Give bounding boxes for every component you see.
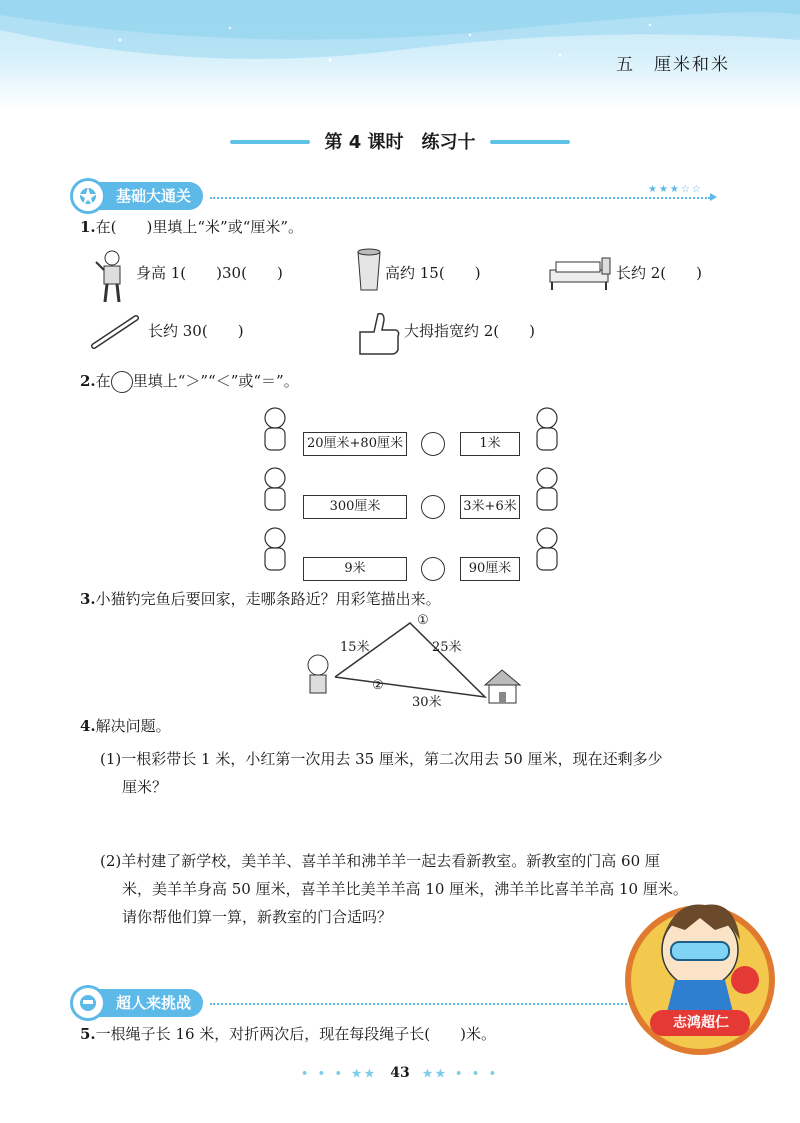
dots-left-decoration: • • • ★★ <box>301 1067 378 1080</box>
compare-right-1: 1米 <box>460 432 520 456</box>
question-2-prompt <box>80 371 299 393</box>
route-1-marker: ① <box>417 613 429 628</box>
compare-right-3: 90厘米 <box>460 557 520 581</box>
question-1-prompt <box>80 218 303 238</box>
question-4-part-2 <box>100 847 688 931</box>
question-text: 解决问题。 <box>95 717 171 735</box>
question-4-prompt <box>80 717 171 737</box>
bed-icon <box>548 254 614 292</box>
flute-icon <box>90 312 140 352</box>
chapter-label: 五 厘米和米 <box>616 55 730 75</box>
dots-right-decoration: ★★ • • • <box>422 1067 499 1080</box>
text-line: 厘米？ <box>122 778 168 796</box>
compare-left-1: 20厘米+80厘米 <box>303 432 407 456</box>
robot-icon <box>70 985 106 1021</box>
text-line: (1)一根彩带长 1 米，小红第一次用去 35 厘米，第二次用去 50 厘米，现在还剩多少 <box>100 750 663 768</box>
question-number: 1. <box>80 218 96 236</box>
question-text-b: 里填上“＞”“＜”或“＝”。 <box>132 372 299 390</box>
house-icon <box>485 670 520 703</box>
question-5-prompt <box>80 1025 496 1045</box>
route-label-15m: 15米 <box>340 640 370 655</box>
superhero-mascot-badge <box>615 870 785 1070</box>
question-text: 在( )里填上“米”或“厘米”。 <box>95 218 304 236</box>
compare-answer-2[interactable] <box>421 495 445 519</box>
cat-icon <box>308 655 328 693</box>
compare-left-3: 9米 <box>303 557 407 581</box>
question-number: 2. <box>80 372 96 390</box>
bear-column-right <box>527 404 567 574</box>
route-label-30m: 30米 <box>412 695 442 710</box>
arrow-right-icon <box>710 193 717 201</box>
compare-right-2: 3米+6米 <box>460 495 520 519</box>
text-line: (2)羊村建了新学校，美羊羊、喜羊羊和沸羊羊一起去看新教室。新教室的门高 60 厘 <box>100 852 660 870</box>
compare-answer-3[interactable] <box>421 557 445 581</box>
question-text: 小猫钓完鱼后要回家，走哪条路近？用彩笔描出来。 <box>95 590 441 608</box>
question-number: 4. <box>80 717 96 735</box>
question-number: 5. <box>80 1025 96 1043</box>
q1-item-flute: 长约 30( ) <box>148 322 244 340</box>
bear-column-left <box>255 404 295 574</box>
question-text-a: 在 <box>95 372 111 390</box>
q1-item-thumb: 大拇指宽约 2( ) <box>404 322 536 340</box>
route-diagram <box>290 615 530 715</box>
question-4-part-1 <box>100 745 663 801</box>
q1-item-height: 身高 1( )30( ) <box>136 264 283 282</box>
route-2-marker: ② <box>372 678 384 693</box>
page-number: 43 <box>390 1065 410 1081</box>
route-label-25m: 25米 <box>432 640 462 655</box>
compare-left-2: 300厘米 <box>303 495 407 519</box>
mascot-badge-text: 志鸿超仁 <box>673 1015 729 1031</box>
compare-circle-icon <box>111 371 133 393</box>
star-rating-icon: ★★★☆☆ <box>648 184 703 195</box>
star-planet-icon <box>70 178 106 214</box>
question-number: 3. <box>80 590 96 608</box>
compare-answer-1[interactable] <box>421 432 445 456</box>
text-line: 米，美羊羊身高 50 厘米，喜羊羊比美羊羊高 10 厘米，沸羊羊比喜羊羊高 10 厘米。 <box>122 880 688 898</box>
section-divider <box>210 197 710 199</box>
text-line: 请你帮他们算一算，新教室的门合适吗？ <box>122 908 393 926</box>
question-3-prompt <box>80 590 441 610</box>
section-challenge-badge: 超人来挑战 <box>80 989 203 1017</box>
q1-item-cup: 高约 15( ) <box>385 264 481 282</box>
cup-icon <box>355 248 383 292</box>
q1-item-bed: 长约 2( ) <box>616 264 703 282</box>
page-number-footer <box>0 1065 800 1081</box>
question-text: 一根绳子长 16 米，对折两次后，现在每段绳子长( )米。 <box>95 1025 497 1043</box>
child-figure-icon <box>92 248 132 304</box>
lesson-title: 第 4 课时 练习十 <box>324 132 476 153</box>
section-basic-badge: 基础大通关 <box>80 182 203 210</box>
thumb-icon <box>352 310 404 356</box>
